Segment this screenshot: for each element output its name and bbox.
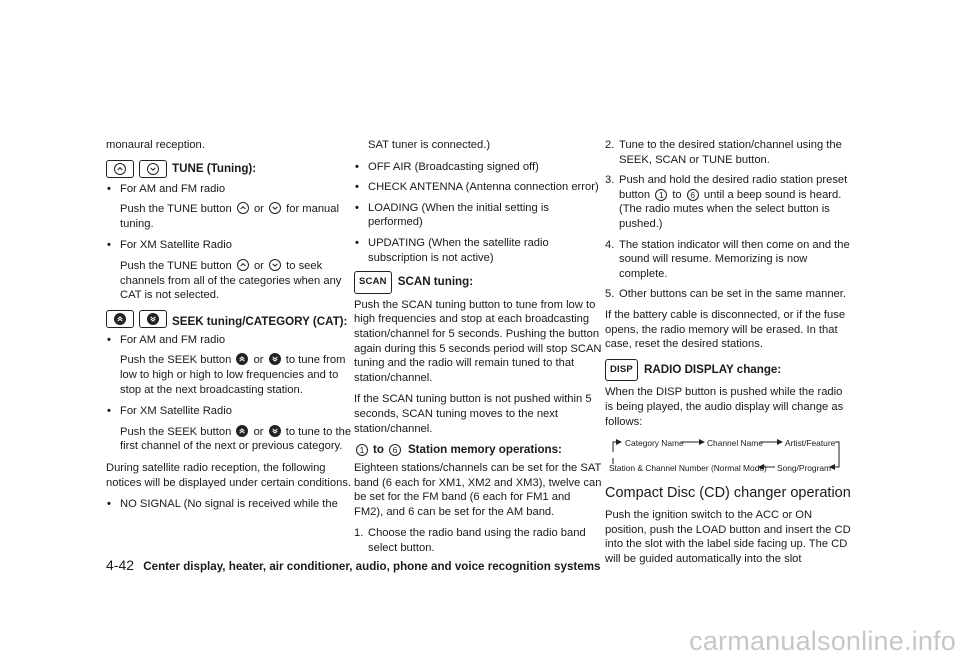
tune-am-fm-item: • For AM and FM radio bbox=[106, 182, 354, 197]
flow-category: Category Name bbox=[625, 438, 684, 449]
flow-artist: Artist/Feature bbox=[785, 438, 836, 449]
seek-am-fm-body: Push the SEEK button or to tune from low to high or high to low frequencies and to stop at the next broadcasting station. bbox=[120, 354, 346, 396]
chevron-down-icon bbox=[269, 202, 281, 214]
battery-note: If the battery cable is disconnected, or if the fuse opens, the radio memory will be erased. In that case, reset the desired stations. bbox=[605, 308, 846, 351]
disp-paragraph: When the DISP button is pushed while the radio is being played, the audio display will change as follows: bbox=[605, 386, 844, 428]
memory-step-2: 2. Tune to the desired station/channel using the SEEK, SCAN or TUNE button. bbox=[605, 139, 842, 166]
chevron-up-icon bbox=[237, 202, 249, 214]
tune-down-button-icon bbox=[139, 160, 167, 178]
tune-heading: TUNE (Tuning): bbox=[172, 161, 257, 175]
memory-paragraph: Eighteen stations/channels can be set for the SAT band (6 each for XM1, XM2 and XM3), twelve can be set for the FM band (6 each for FM1 and FM2), and 6 can be set for the AM band. bbox=[354, 462, 602, 518]
seek-xm-body: Push the SEEK button or to tune to the first channel of the next or previous category. bbox=[120, 425, 352, 453]
tune-header bbox=[106, 160, 354, 178]
double-chevron-up-icon bbox=[236, 353, 248, 365]
tune-am-fm-body: Push the TUNE button or for manual tuning. bbox=[120, 203, 339, 230]
scan-header bbox=[354, 271, 602, 294]
notice-item: • LOADING (When the initial setting is performed) bbox=[354, 201, 602, 230]
flow-song: Song/Program bbox=[777, 463, 831, 474]
seek-down-button-icon bbox=[139, 310, 167, 328]
double-chevron-down-icon bbox=[269, 425, 281, 437]
flow-station: Station & Channel Number (Normal Mode) bbox=[609, 463, 767, 474]
cd-section-title: Compact Disc (CD) changer operation bbox=[605, 485, 851, 502]
double-chevron-up-icon bbox=[236, 425, 248, 437]
column-1 bbox=[106, 138, 354, 518]
no-signal-item: • NO SIGNAL (No signal is received while the bbox=[106, 497, 354, 512]
flow-channel: Channel Name bbox=[707, 438, 763, 449]
display-cycle-diagram bbox=[609, 436, 841, 476]
seek-header bbox=[106, 310, 354, 329]
during-text: During satellite radio reception, the following notices will be displayed under certain conditions. bbox=[106, 461, 352, 489]
chevron-down-icon bbox=[269, 259, 281, 271]
column-3 bbox=[605, 138, 853, 573]
memory-step-5: 5. Other buttons can be set in the same manner. bbox=[605, 288, 846, 301]
preset-6-icon: 6 bbox=[687, 189, 699, 201]
preset-6-icon: 6 bbox=[389, 444, 401, 456]
watermark: carmanualsonline.info bbox=[689, 626, 956, 656]
no-signal-continued: SAT tuner is connected.) bbox=[368, 139, 491, 151]
preset-1-icon: 1 bbox=[356, 444, 368, 456]
chapter-title: Center display, heater, air conditioner, audio, phone and voice recognition systems bbox=[143, 560, 601, 573]
memory-heading: Station memory operations: bbox=[407, 443, 562, 457]
notice-item: • OFF AIR (Broadcasting signed off) bbox=[354, 160, 602, 175]
memory-step-4: 4. The station indicator will then come on and the sound will resume. Memorizing is now complete. bbox=[605, 238, 850, 280]
column-2 bbox=[354, 138, 602, 562]
memory-header: 1 to 6 Station memory operations: bbox=[354, 443, 602, 457]
disp-button-icon: DISP bbox=[605, 359, 638, 382]
tune-xm-body: Push the TUNE button or to seek channels from all of the categories when any CAT is not selected. bbox=[120, 259, 342, 302]
memory-step-3: 3. Push and hold the desired radio station preset button 1 to 6 until a beep sound is heard. (The radio mutes when the select button is pushed.) bbox=[605, 174, 848, 230]
notice-item: • CHECK ANTENNA (Antenna connection error) bbox=[354, 180, 602, 195]
disp-heading: RADIO DISPLAY change: bbox=[643, 363, 782, 377]
chevron-up-icon bbox=[237, 259, 249, 271]
disp-header bbox=[605, 359, 853, 382]
seek-am-fm-item: • For AM and FM radio bbox=[106, 333, 354, 348]
seek-up-button-icon bbox=[106, 310, 134, 328]
tune-up-button-icon bbox=[106, 160, 134, 178]
scan-paragraph-2: If the SCAN tuning button is not pushed within 5 seconds, SCAN tuning moves to the next station/channel. bbox=[354, 393, 592, 435]
page-number: 4-42 bbox=[106, 557, 135, 573]
preset-1-icon: 1 bbox=[655, 189, 667, 201]
scan-paragraph-1: Push the SCAN tuning button to tune from low to high frequencies and stop at each broadcasting station/channel for 5 seconds. Pushing the button again during this 5 seconds period will stop SCAN tuning and the radio will remain tuned to that station/channel. bbox=[354, 298, 602, 384]
intro-text: monaural reception. bbox=[106, 139, 205, 151]
seek-heading: SEEK tuning/CATEGORY (CAT): bbox=[172, 314, 348, 328]
tune-xm-item: • For XM Satellite Radio bbox=[106, 238, 354, 253]
seek-xm-item: • For XM Satellite Radio bbox=[106, 404, 354, 419]
cd-paragraph: Push the ignition switch to the ACC or ON position, push the LOAD button and insert the CD into the slot with the label side facing up. The CD will be guided automatically into the slot bbox=[605, 509, 851, 565]
page-footer bbox=[106, 557, 600, 573]
double-chevron-down-icon bbox=[269, 353, 281, 365]
notice-item: • UPDATING (When the satellite radio subscription is not active) bbox=[354, 236, 602, 265]
scan-button-icon: SCAN bbox=[354, 271, 392, 294]
memory-step-1: 1. Choose the radio band using the radio band select button. bbox=[354, 527, 586, 555]
scan-heading: SCAN tuning: bbox=[397, 275, 474, 289]
